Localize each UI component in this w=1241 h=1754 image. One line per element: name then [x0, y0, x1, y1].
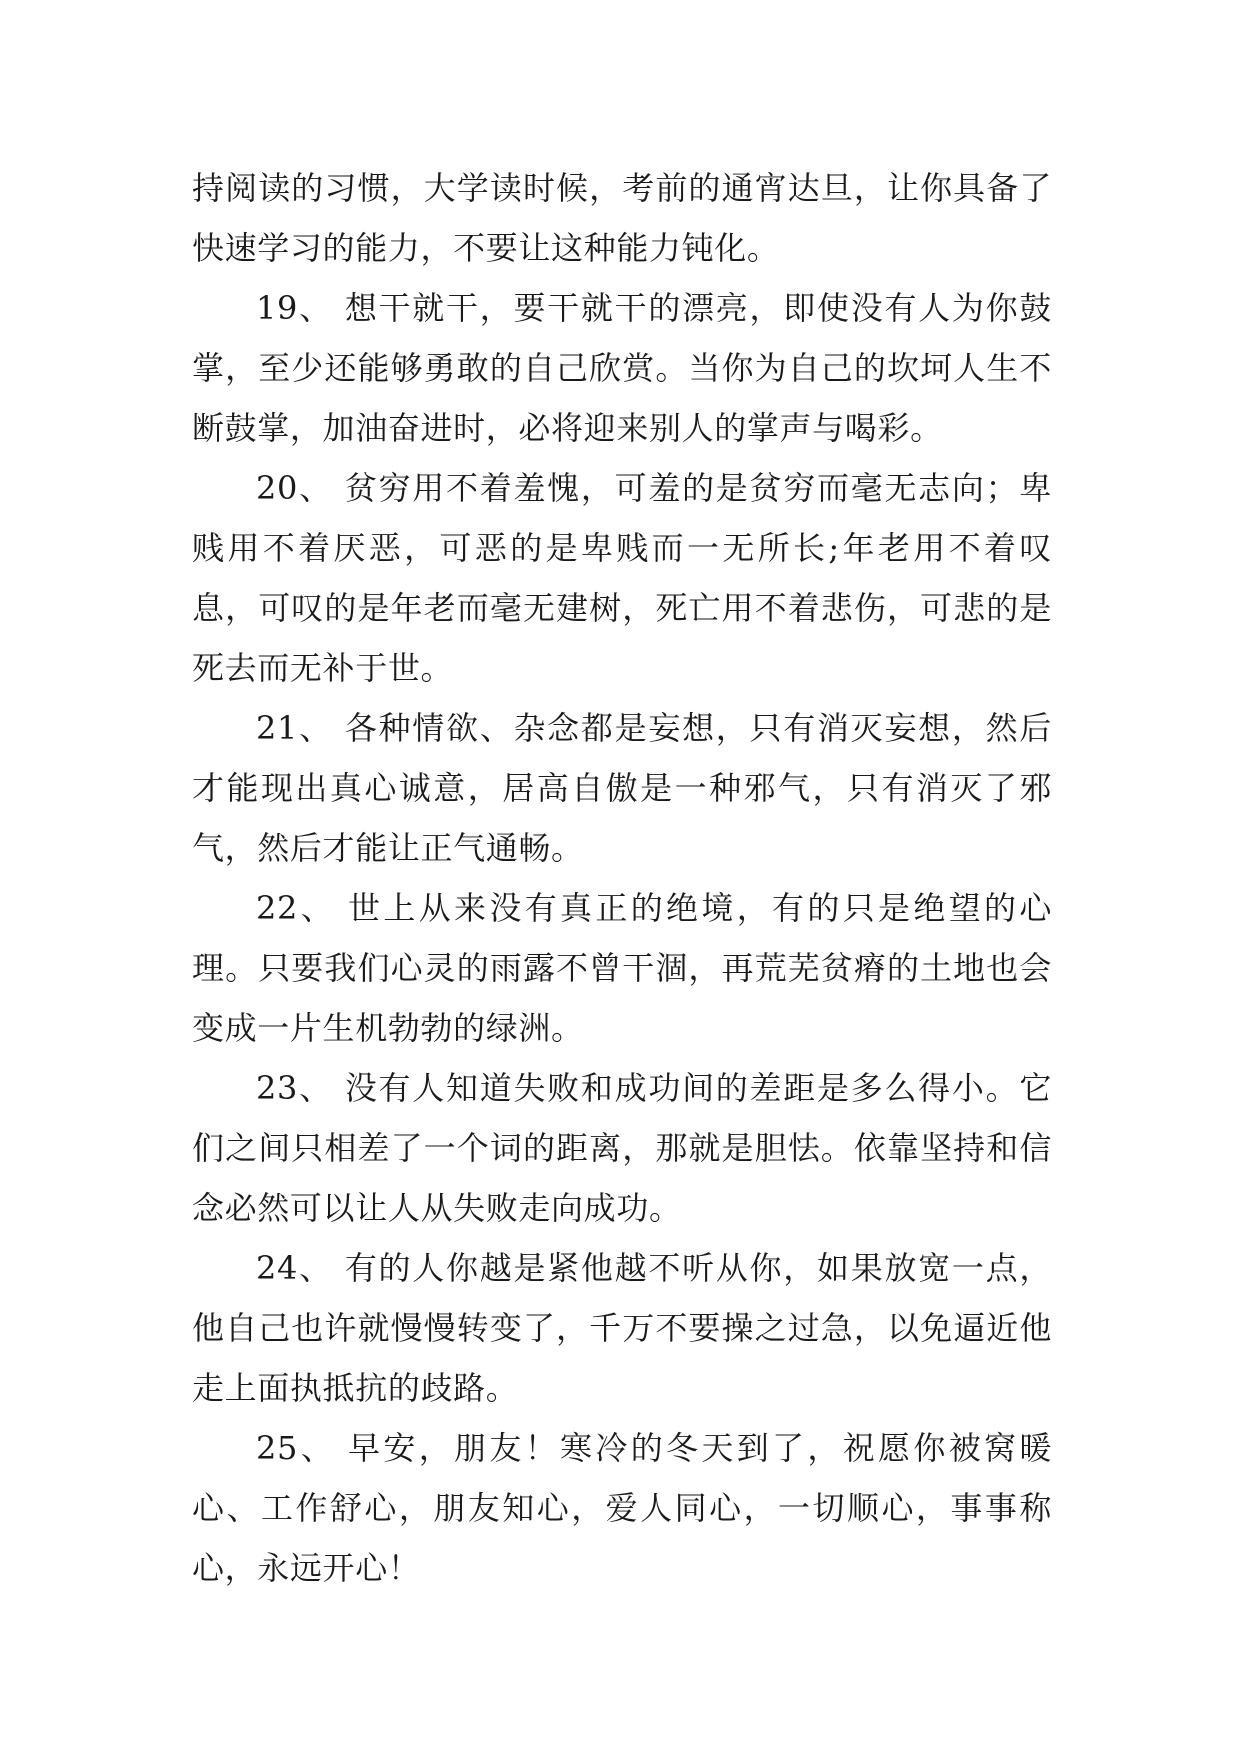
paragraph-text: 贫穷用不着羞愧，可羞的是贫穷而毫无志向；卑贱用不着厌恶，可恶的是卑贱而一无所长;年老用不着叹息，可叹的是年老而毫无建树，死亡用不着悲伤，可悲的是死去而无补于世。: [192, 469, 1052, 687]
paragraph-text: 早安，朋友！寒冷的冬天到了，祝愿你被窝暖心、工作舒心，朋友知心，爱人同心，一切顺心，事事称心，永远开心！: [192, 1429, 1052, 1587]
paragraph-number: 24、: [256, 1249, 333, 1287]
paragraph-text: 各种情欲、杂念都是妄想，只有消灭妄想，然后才能现出真心诚意，居高自傲是一种邪气，只有消灭了邪气，然后才能让正气通畅。: [192, 709, 1052, 867]
paragraph-number: 23、: [256, 1069, 333, 1107]
paragraph-24: [192, 1238, 1052, 1418]
paragraph-text: 想干就干，要干就干的漂亮，即使没有人为你鼓掌，至少还能够勇敢的自己欣赏。当你为自己的坎坷人生不断鼓掌，加油奋进时，必将迎来别人的掌声与喝彩。: [192, 289, 1052, 447]
paragraph-20: [192, 458, 1052, 698]
paragraph-number: 19、: [256, 289, 333, 327]
paragraph-number: 20、: [256, 469, 333, 507]
paragraph-continuation: [192, 158, 1052, 278]
paragraph-22: [192, 878, 1052, 1058]
paragraph-number: 25、: [256, 1429, 337, 1467]
paragraph-number: 21、: [256, 709, 333, 747]
paragraph-text: 世上从来没有真正的绝境，有的只是绝望的心理。只要我们心灵的雨露不曾干涸，再荒芜贫瘠的土地也会变成一片生机勃勃的绿洲。: [192, 889, 1052, 1047]
paragraph-25: [192, 1418, 1052, 1598]
paragraph-text: 有的人你越是紧他越不听从你，如果放宽一点，他自己也许就慢慢转变了，千万不要操之过急，以免逼近他走上面执抵抗的歧路。: [192, 1249, 1052, 1407]
paragraph-text: 没有人知道失败和成功间的差距是多么得小。它们之间只相差了一个词的距离，那就是胆怯。依靠坚持和信念必然可以让人从失败走向成功。: [192, 1069, 1052, 1227]
paragraph-number: 22、: [256, 889, 337, 927]
paragraph-text: 持阅读的习惯，大学读时候，考前的通宵达旦，让你具备了快速学习的能力，不要让这种能力钝化。: [192, 169, 1052, 267]
paragraph-19: [192, 278, 1052, 458]
paragraph-23: [192, 1058, 1052, 1238]
paragraph-21: [192, 698, 1052, 878]
document-body: [192, 158, 1052, 1598]
